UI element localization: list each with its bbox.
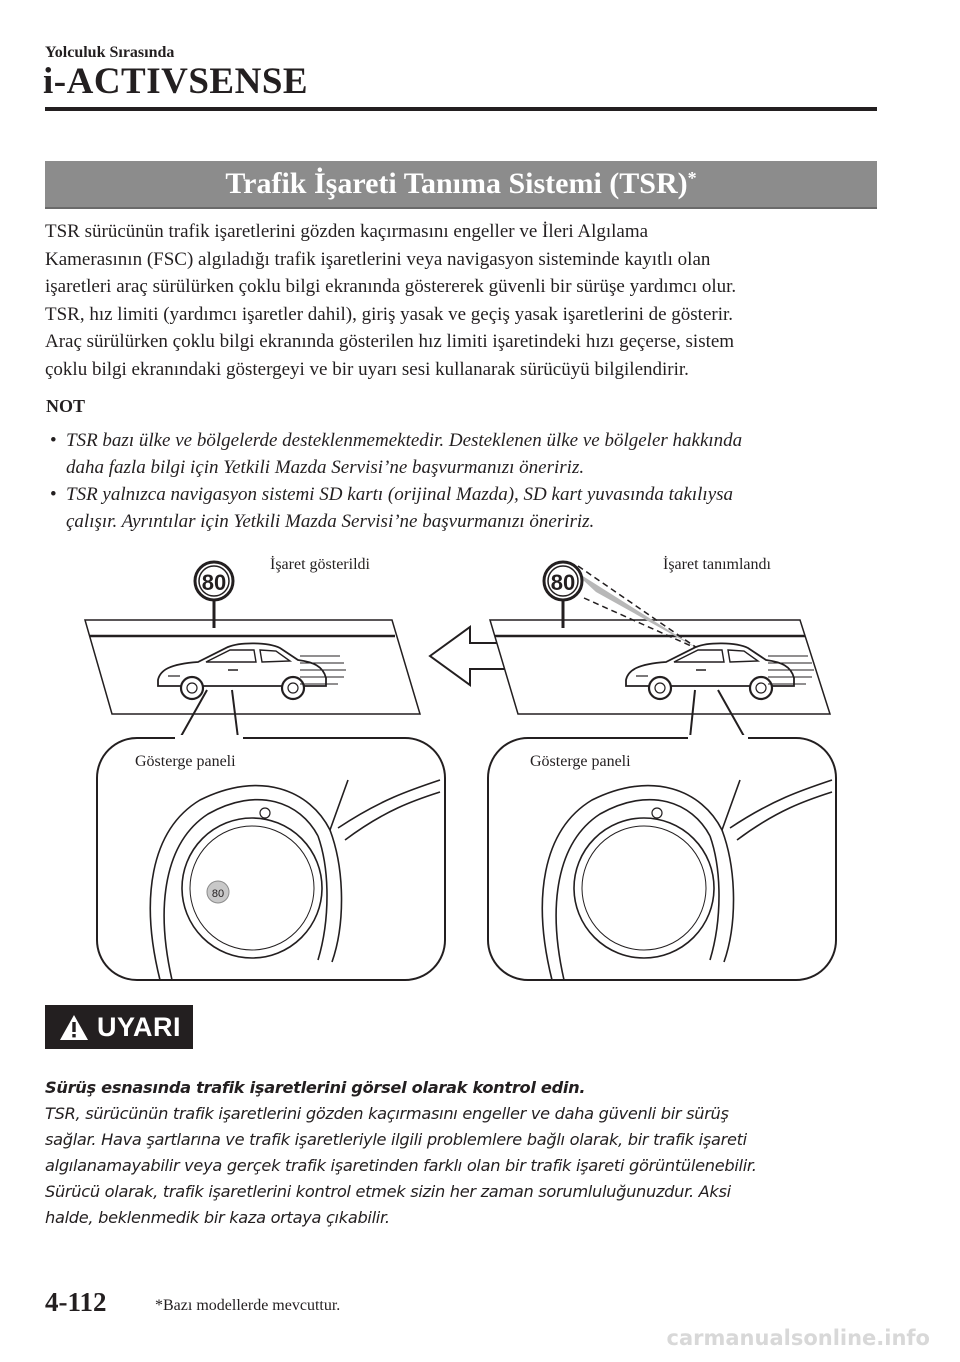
page-number: 4-112 (45, 1287, 107, 1317)
warning-line: sağlar. Hava şartlarına ve trafik işaretleriyle ilgili problemlere bağlı olarak, bir trafik işareti (45, 1130, 747, 1149)
body-paragraph (45, 218, 885, 383)
bullet-icon: • (50, 430, 57, 451)
right-scene (488, 555, 836, 980)
warning-text (45, 1075, 895, 1231)
note-item (50, 427, 880, 481)
warning-triangle-icon (59, 1014, 89, 1041)
note-heading: NOT (46, 396, 86, 416)
note-item (50, 481, 880, 535)
display-speed-value: 80 (211, 888, 225, 900)
panel-label-right: Gösterge paneli (530, 753, 631, 770)
note-line: daha fazla bilgi için Yetkili Mazda Servisi’ne başvurmanızı öneririz. (66, 457, 585, 478)
warning-line: algılanamayabilir veya gerçek trafik işaretinden farklı olan bir trafik işareti görüntülenebilir. (45, 1156, 757, 1175)
warning-lead: Sürüş esnasında trafik işaretlerini görsel olarak kontrol edin. (45, 1078, 586, 1097)
speed-sign-value: 80 (550, 570, 576, 595)
warning-line: halde, beklenmedik bir kaza ortaya çıkabilir. (45, 1208, 390, 1227)
speed-sign-value: 80 (201, 570, 227, 595)
note-line: çalışır. Ayrıntılar için Yetkili Mazda Servisi’ne başvurmanızı öneririz. (66, 511, 595, 532)
breadcrumb: Yolculuk Sırasında (45, 44, 175, 61)
chapter-title: i-ACTIVSENSE (43, 61, 309, 102)
watermark: carmanualsonline.info (666, 1326, 930, 1350)
availability-mark: * (687, 167, 697, 188)
body-line: çoklu bilgi ekranındaki göstergeyi ve bir uyarı sesi kullanarak sürücüyü bilgilendirir. (45, 358, 689, 380)
warning-line: Sürücü olarak, trafik işaretlerini kontrol etmek sizin her zaman sorumluluğunuzdur. Aksi (45, 1182, 731, 1201)
section-title-banner (45, 161, 877, 209)
header-rule (45, 107, 877, 111)
warning-badge-label: UYARI (97, 1011, 182, 1042)
body-line: Araç sürülürken çoklu bilgi ekranında gösterilen hız limiti işaretindeki hızı geçerse, sistem (45, 331, 735, 352)
note-line: TSR bazı ülke ve bölgelerde desteklenmemektedir. Desteklenen ülke ve bölgeler hakkında (66, 430, 743, 451)
body-line: TSR, hız limiti (yardımcı işaretler dahil), giriş yasak ve geçiş yasak işaretlerini de gösterir. (45, 303, 734, 325)
note-line: TSR yalnızca navigasyon sistemi SD kartı (orijinal Mazda), SD kart yuvasında takılıysa (66, 484, 734, 505)
panel-label-left: Gösterge paneli (135, 753, 236, 770)
left-scene (85, 555, 445, 980)
section-title: Trafik İşareti Tanıma Sistemi (TSR) (225, 167, 688, 200)
body-line: işaretleri araç sürülürken çoklu bilgi ekranında göstererek güvenli bir sürüşe yardımcı olur. (45, 276, 737, 297)
caption-sign-displayed: İşaret gösterildi (270, 556, 370, 573)
note-list (50, 427, 880, 535)
bullet-icon: • (50, 484, 57, 505)
body-line: TSR sürücünün trafik işaretlerini gözden kaçırmasını engeller ve İleri Algılama (45, 221, 649, 242)
warning-badge (45, 1005, 193, 1049)
tsr-illustration (0, 540, 960, 990)
body-line: Kamerasının (FSC) algıladığı trafik işaretlerini veya navigasyon sisteminde kayıtlı olan (45, 248, 711, 270)
caption-sign-recognized: İşaret tanımlandı (663, 556, 771, 573)
warning-line: TSR, sürücünün trafik işaretlerini gözden kaçırmasını engeller ve daha güvenli bir sürüş (45, 1104, 729, 1123)
footnote: *Bazı modellerde mevcuttur. (155, 1297, 341, 1314)
